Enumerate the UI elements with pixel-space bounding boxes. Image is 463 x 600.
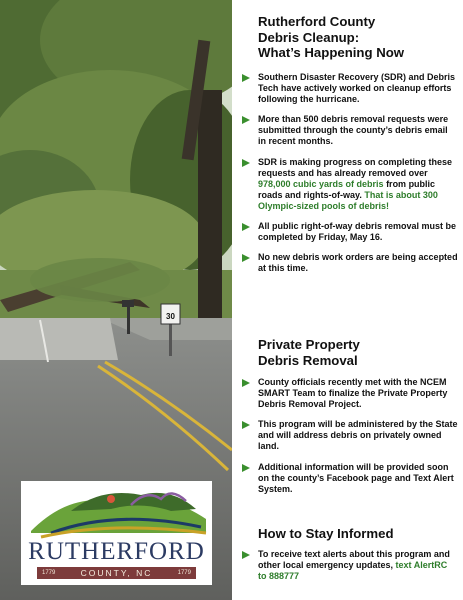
rutherford-county-logo <box>21 481 212 585</box>
bullet-text-part: To receive text alerts about this program and other local emergency updates, <box>258 549 450 571</box>
list-item <box>242 221 458 243</box>
section-informed-bullets <box>242 549 458 591</box>
logo-name: RUTHERFORD <box>28 538 205 565</box>
heading1-line2: Debris Cleanup: <box>258 29 360 45</box>
bullet-text: Additional information will be provided soon on the county’s Facebook page and Text Alert System. <box>258 461 454 494</box>
highlight-olympic-pools: That is about 300 Olympic-sized pools of debris! <box>258 189 438 211</box>
heading-private-property <box>258 337 458 368</box>
highlight-cubic-yards: 978,000 cubic yards of debris <box>258 178 384 189</box>
list-item <box>242 549 458 582</box>
bullet-text: No new debris work orders are being accepted at this time. <box>258 252 458 274</box>
section-private-bullets <box>242 377 460 504</box>
bullet-text: All public right-of-way debris removal must be completed by Friday, May 16. <box>258 221 457 243</box>
heading-stay-informed <box>258 526 458 542</box>
arrow-icon <box>242 421 250 429</box>
heading1-line3: What’s Happening Now <box>258 45 405 61</box>
heading2-line1: Private Property <box>258 337 360 352</box>
arrow-icon <box>242 464 250 472</box>
bullet-text-part: from public roads and rights-of-way. <box>258 178 436 200</box>
heading2-line2: Debris Removal <box>258 352 358 368</box>
arrow-icon <box>242 223 250 231</box>
arrow-icon <box>242 116 250 124</box>
list-item <box>242 157 458 212</box>
arrow-icon <box>242 74 250 82</box>
list-item <box>242 114 458 147</box>
list-item <box>242 72 458 105</box>
list-item <box>242 377 460 410</box>
bullet-text: This program will be administered by the State and will address debris on privately owned land. <box>258 419 458 452</box>
logo-year-left: 1779 <box>42 570 56 576</box>
info-panel <box>232 0 463 600</box>
logo-landscape-graphic <box>21 481 212 541</box>
logo-year-right: 1779 <box>177 570 191 576</box>
bullet-text <box>258 549 458 582</box>
arrow-icon <box>242 254 250 262</box>
speed-sign-text: 30 <box>166 312 175 321</box>
list-item <box>242 252 458 274</box>
list-item <box>242 419 460 452</box>
heading1-line1: Rutherford County <box>258 14 376 29</box>
arrow-icon <box>242 551 250 559</box>
arrow-icon <box>242 159 250 167</box>
logo-sub: COUNTY, NC <box>80 568 153 578</box>
bullet-text: County officials recently met with the NCEM SMART Team to finalize the Private Property Debris Removal Project. <box>258 377 448 410</box>
heading-debris-cleanup <box>258 14 458 61</box>
arrow-icon <box>242 379 250 387</box>
heading3: How to Stay Informed <box>258 526 394 541</box>
bullet-text: More than 500 debris removal requests were submitted through the county’s debris email in recent months. <box>258 114 449 147</box>
section-cleanup-bullets <box>242 72 458 283</box>
list-item <box>242 462 460 495</box>
bullet-text-part: SDR is making progress on completing these requests and has already removed over <box>258 156 453 178</box>
bullet-text <box>258 157 458 212</box>
bullet-text: Southern Disaster Recovery (SDR) and Debris Tech have actively worked on cleanup efforts following the hurricane. <box>258 72 456 105</box>
logo-subtitle-bar <box>37 567 196 579</box>
highlight-text-alert: text AlertRC to 888777 <box>258 560 448 582</box>
